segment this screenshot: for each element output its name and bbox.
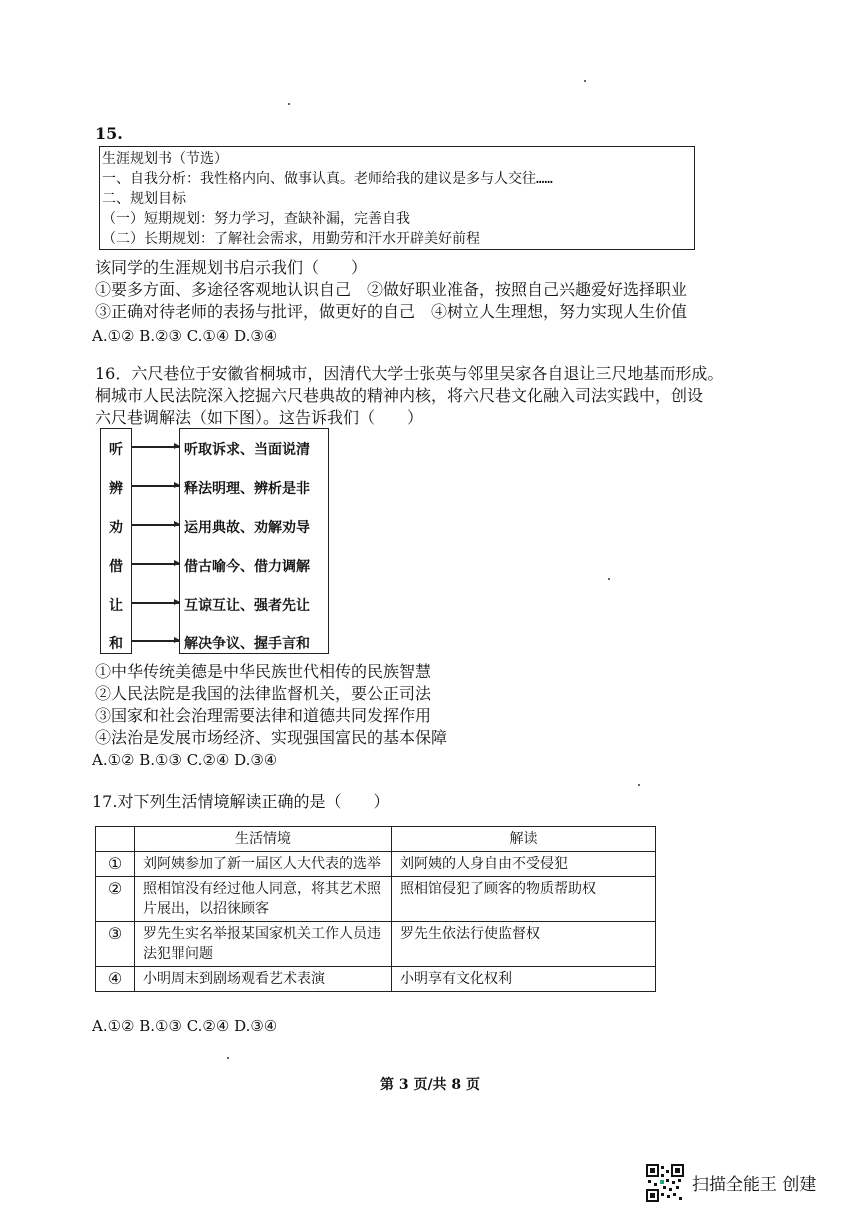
row-scene: 罗先生实名举报某国家机关工作人员违法犯罪问题	[135, 922, 392, 967]
keyword-yield: 让	[109, 598, 123, 614]
keyword-listen: 听	[109, 442, 123, 458]
table-row	[96, 967, 656, 992]
header-num	[96, 827, 135, 852]
q15-stem: 该同学的生涯规划书启示我们（ ）	[95, 258, 368, 277]
row-scene: 照相馆没有经过他人同意，将其艺术照片展出，以招徕顾客	[135, 877, 392, 922]
mediation-step: 听取诉求、当面说清	[184, 442, 310, 458]
mediation-keywords-box	[100, 428, 132, 654]
mediation-descriptions-box	[179, 428, 329, 654]
q16-answers: A.①② B.①③ C.②④ D.③④	[92, 751, 278, 769]
q16-option: ②人民法院是我国的法律监督机关，要公正司法	[95, 684, 432, 703]
arrow-connector	[132, 524, 179, 526]
q17-stem: 17.对下列生活情境解读正确的是（ ）	[92, 792, 390, 811]
q15-option-line: ①要多方面、多途径客观地认识自己 ②做好职业准备，按照自己兴趣爱好选择职业	[95, 280, 688, 299]
q16-option: ③国家和社会治理需要法律和道德共同发挥作用	[95, 706, 432, 725]
table-row	[96, 852, 656, 877]
row-num: ②	[96, 877, 135, 922]
q15-number: 15.	[95, 124, 123, 143]
mediation-step: 互谅互让、强者先让	[184, 598, 310, 614]
q16-option: ①中华传统美德是中华民族世代相传的民族智慧	[95, 662, 432, 681]
row-scene: 刘阿姨参加了新一届区人大代表的选举	[135, 852, 392, 877]
keyword-persuade: 劝	[109, 520, 123, 536]
arrow-connector	[132, 602, 179, 604]
arrow-connector	[132, 640, 179, 642]
row-num: ①	[96, 852, 135, 877]
q16-stem-line: 桐城市人民法院深入挖掘六尺巷典故的精神内核，将六尺巷文化融入司法实践中，创设	[95, 386, 704, 405]
row-num: ④	[96, 967, 135, 992]
q16-stem-line: 16．六尺巷位于安徽省桐城市，因清代大学士张英与邻里吴家各自退让三尺地基而形成。	[95, 364, 724, 383]
scanner-watermark: 扫描全能王 创建	[692, 1175, 817, 1195]
scan-speck	[584, 80, 586, 82]
q16-stem-line: 六尺巷调解法（如下图）。这告诉我们（ ）	[95, 408, 424, 427]
row-reading: 罗先生依法行使监督权	[392, 922, 656, 967]
career-plan-box	[99, 146, 695, 250]
row-reading: 刘阿姨的人身自由不受侵犯	[392, 852, 656, 877]
arrow-connector	[132, 563, 179, 565]
scan-speck	[227, 1057, 229, 1059]
mediation-step: 释法明理、辨析是非	[184, 481, 310, 497]
row-reading: 照相馆侵犯了顾客的物质帮助权	[392, 877, 656, 922]
row-reading: 小明享有文化权利	[392, 967, 656, 992]
q15-option-line: ③正确对待老师的表扬与批评，做更好的自己 ④树立人生理想，努力实现人生价值	[95, 302, 688, 321]
mediation-step: 运用典故、劝解劝导	[184, 520, 310, 536]
arrow-connector	[132, 485, 179, 487]
row-scene: 小明周末到剧场观看艺术表演	[135, 967, 392, 992]
arrow-connector	[132, 446, 179, 448]
q17-table	[95, 826, 656, 992]
header-reading: 解读	[392, 827, 656, 852]
career-plan-line: （一）短期规划：努力学习，查缺补漏，完善自我	[102, 211, 410, 227]
q16-option: ④法治是发展市场经济、实现强国富民的基本保障	[95, 728, 448, 747]
career-plan-line: （二）长期规划：了解社会需求，用勤劳和汗水开辟美好前程	[102, 231, 480, 247]
keyword-harmony: 和	[109, 636, 123, 652]
keyword-borrow: 借	[109, 559, 123, 575]
career-plan-line: 一、自我分析：我性格内向、做事认真。老师给我的建议是多与人交往……	[102, 171, 553, 187]
scan-speck	[288, 103, 290, 105]
table-header-row	[96, 827, 656, 852]
career-plan-line: 二、规划目标	[102, 191, 186, 207]
keyword-distinguish: 辨	[109, 481, 123, 497]
page-number: 第 3 页/共 8 页	[379, 1077, 481, 1093]
row-num: ③	[96, 922, 135, 967]
header-scene: 生活情境	[135, 827, 392, 852]
q15-answers: A.①② B.②③ C.①④ D.③④	[92, 327, 278, 345]
q17-answers: A.①② B.①③ C.②④ D.③④	[92, 1017, 278, 1035]
mediation-step: 解决争议、握手言和	[184, 636, 310, 652]
career-plan-title: 生涯规划书（节选）	[102, 151, 228, 167]
table-row	[96, 922, 656, 967]
scan-speck	[608, 578, 610, 580]
qr-code-icon	[646, 1164, 684, 1202]
table-row	[96, 877, 656, 922]
scan-speck	[638, 784, 640, 786]
mediation-step: 借古喻今、借力调解	[184, 559, 310, 575]
